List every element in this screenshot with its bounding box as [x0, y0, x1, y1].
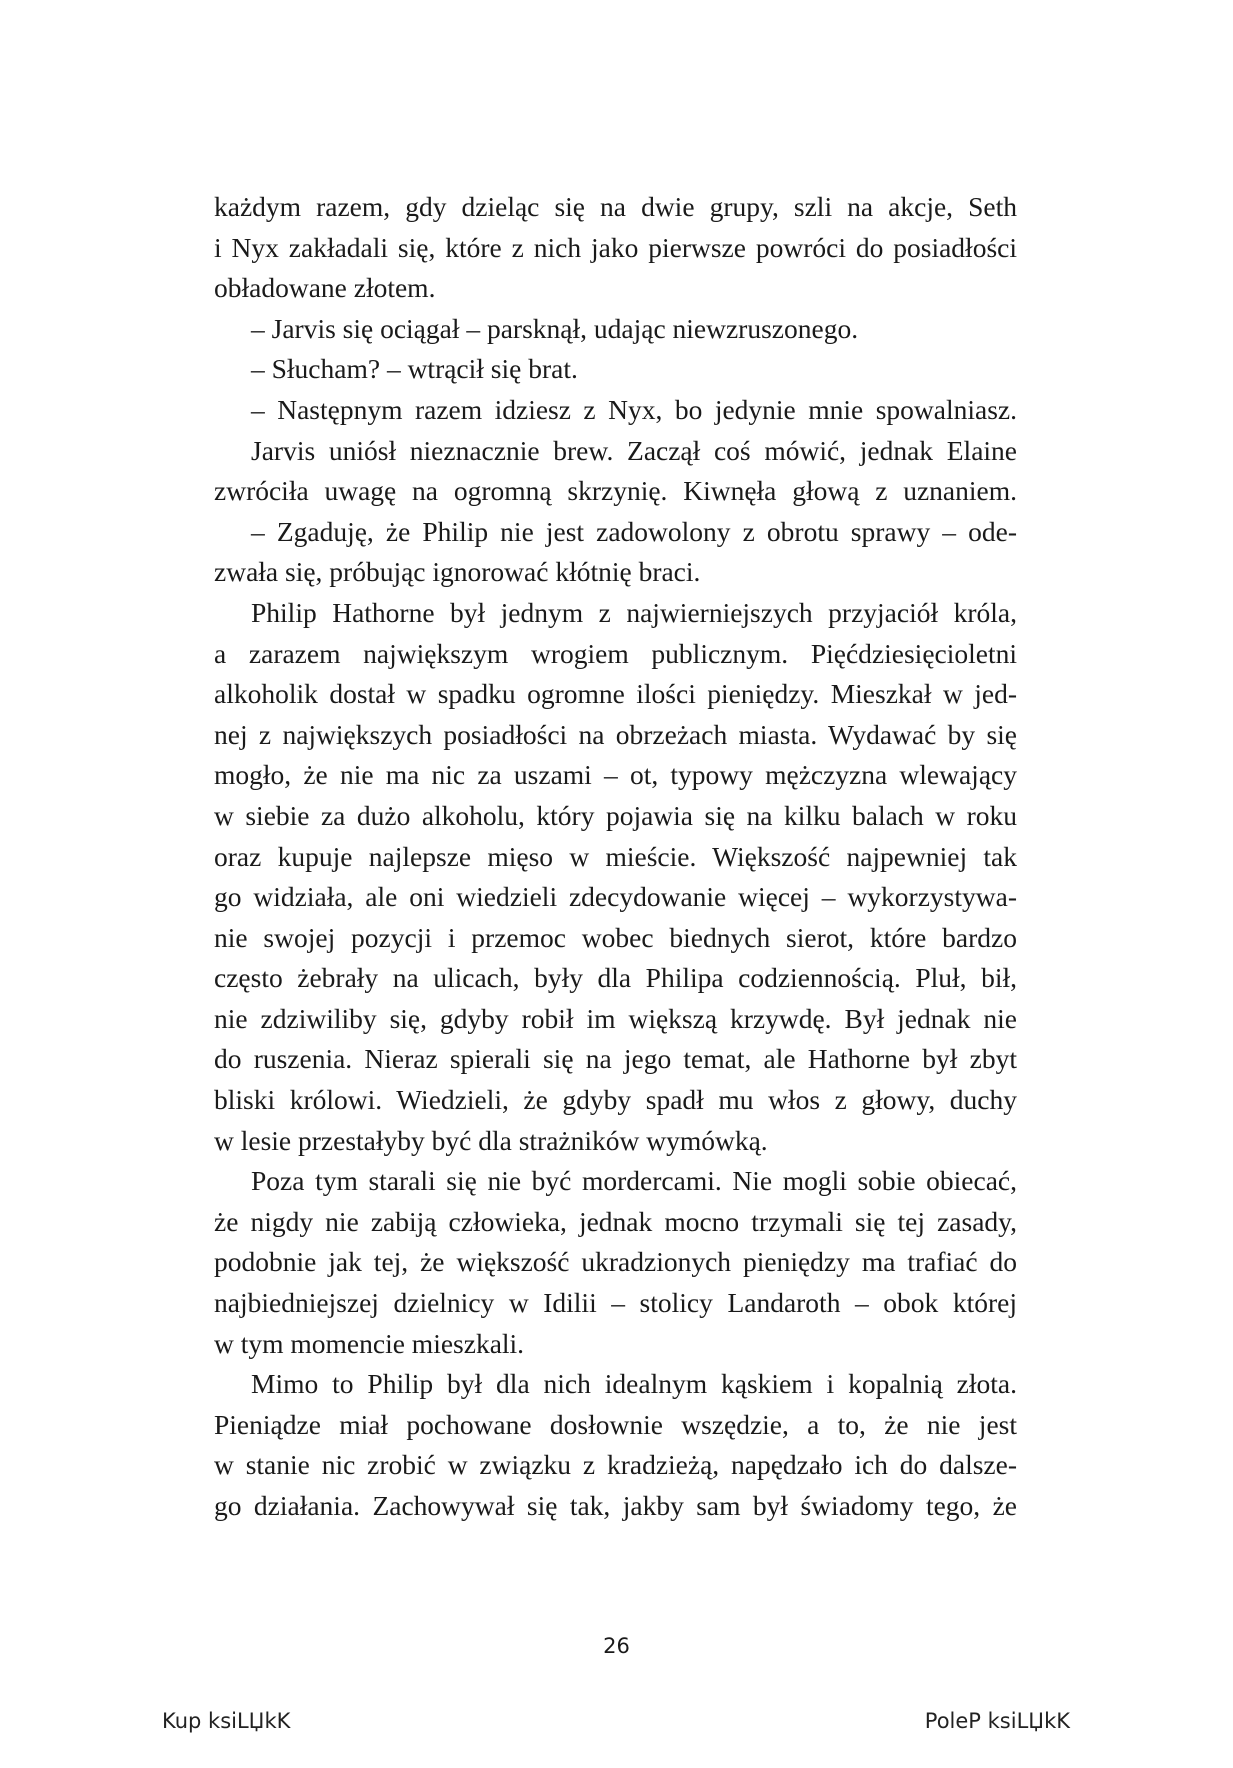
- text-line: często żebrały na ulicach, były dla Philipa codziennością. Pluł, bił,: [214, 962, 1017, 994]
- text-line: zwała się, próbując ignorować kłótnię braci.: [214, 556, 701, 588]
- text-line: – Słucham? – wtrącił się brat.: [251, 353, 578, 385]
- text-line: alkoholik dostał w spadku ogromne ilości pieniędzy. Mieszkał w jed-: [214, 678, 1017, 710]
- text-line: i Nyx zakładali się, które z nich jako pierwsze powróci do posiadłości: [214, 231, 1017, 263]
- text-line: w lesie przestałyby być dla strażników wymówką.: [214, 1124, 768, 1156]
- text-line: nie swojej pozycji i przemoc wobec biednych sierot, które bardzo: [214, 921, 1017, 953]
- page-body-text: [214, 187, 1017, 1527]
- text-line: w tym momencie mieszkali.: [214, 1327, 525, 1359]
- text-line: a zarazem największym wrogiem publicznym. Pięćdziesięcioletni: [214, 637, 1017, 669]
- text-line: najbiedniejszej dzielnicy w Idilii – stolicy Landaroth – obok której: [214, 1287, 1017, 1319]
- text-line: nie zdziwiliby się, gdyby robił im większą krzywdę. Był jednak nie: [214, 1002, 1017, 1034]
- text-line: w siebie za dużo alkoholu, który pojawia się na kilku balach w roku: [214, 799, 1017, 831]
- text-line: Jarvis uniósł nieznacznie brew. Zaczął coś mówić, jednak Elaine: [251, 434, 1017, 466]
- text-line: bliski królowi. Wiedzieli, że gdyby spadł mu włos z głowy, duchy: [214, 1084, 1017, 1116]
- text-line: Philip Hathorne był jednym z najwierniejszych przyjaciół króla,: [251, 596, 1017, 628]
- text-line: obładowane złotem.: [214, 272, 436, 304]
- text-line: – Zgaduję, że Philip nie jest zadowolony z obrotu sprawy – ode-: [251, 515, 1017, 547]
- text-line: Poza tym starali się nie być mordercami. Nie mogli sobie obiecać,: [251, 1165, 1017, 1197]
- text-line: mogło, że nie ma nic za uszami – ot, typowy mężczyzna wlewający: [214, 759, 1017, 791]
- text-line: do ruszenia. Nieraz spierali się na jego temat, ale Hathorne był zbyt: [214, 1043, 1017, 1075]
- text-line: że nigdy nie zabiją człowieka, jednak mocno trzymali się tej zasady,: [214, 1205, 1017, 1237]
- text-line: podobnie jak tej, że większość ukradzionych pieniędzy ma trafiać do: [214, 1246, 1017, 1278]
- footer-recommend-link[interactable]: PoleP ksiLЏkK: [924, 1709, 1070, 1733]
- text-line: Pieniądze miał pochowane dosłownie wszędzie, a to, że nie jest: [214, 1408, 1017, 1440]
- text-line: Mimo to Philip był dla nich idealnym kąskiem i kopalnią złota.: [251, 1368, 1017, 1400]
- text-line: – Następnym razem idziesz z Nyx, bo jedynie mnie spowalniasz.: [251, 393, 1017, 425]
- text-line: – Jarvis się ociągał – parsknął, udając niewzruszonego.: [251, 312, 859, 344]
- text-line: oraz kupuje najlepsze mięso w mieście. Większość najpewniej tak: [214, 840, 1017, 872]
- page-number: 26: [603, 1634, 630, 1658]
- text-line: zwróciła uwagę na ogromną skrzynię. Kiwnęła głową z uznaniem.: [214, 475, 1017, 507]
- footer-buy-link[interactable]: Kup ksiLЏkK: [162, 1709, 291, 1733]
- text-line: każdym razem, gdy dzieląc się na dwie grupy, szli na akcje, Seth: [214, 191, 1017, 222]
- text-line: w stanie nic zrobić w związku z kradzieżą, napędzało ich do dalsze-: [214, 1449, 1017, 1481]
- text-line: go widziała, ale oni wiedzieli zdecydowanie więcej – wykorzystywa-: [214, 881, 1017, 913]
- text-line: nej z największych posiadłości na obrzeżach miasta. Wydawać by się: [214, 718, 1017, 750]
- text-line: go działania. Zachowywał się tak, jakby sam był świadomy tego, że: [214, 1490, 1017, 1521]
